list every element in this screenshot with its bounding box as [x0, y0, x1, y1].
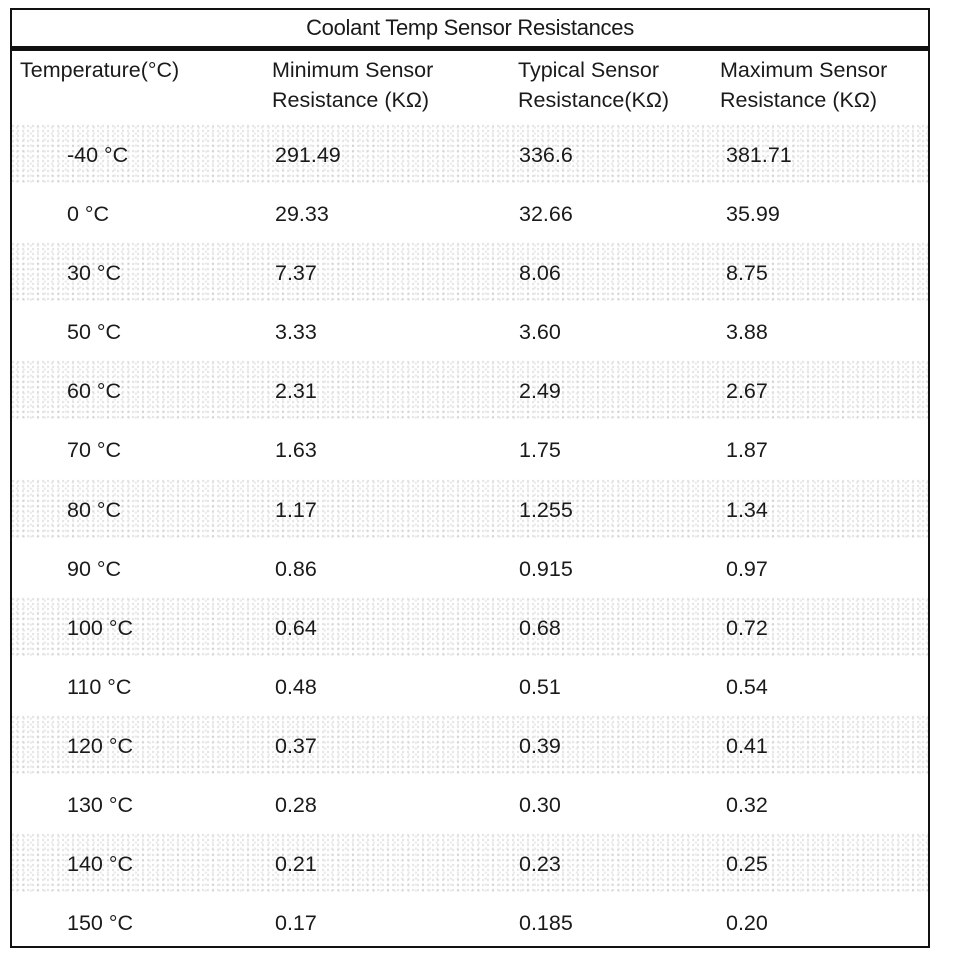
cell-temperature: 110 °C	[67, 674, 132, 699]
cell-minimum: 0.64	[275, 615, 317, 640]
cell-minimum: 0.48	[275, 674, 317, 699]
cell-minimum: 0.17	[275, 911, 317, 936]
cell-typical: 0.51	[519, 674, 561, 699]
table-row	[12, 538, 928, 597]
cell-temperature: 90 °C	[67, 556, 122, 581]
cell-minimum: 1.63	[275, 438, 317, 463]
cell-maximum: 0.41	[726, 733, 768, 758]
table-row	[12, 124, 928, 183]
cell-temperature: 130 °C	[67, 793, 133, 818]
table-row	[12, 597, 928, 656]
table-row	[12, 419, 928, 478]
table-body	[12, 124, 928, 951]
table-row	[12, 479, 928, 538]
table-row	[12, 360, 928, 419]
cell-typical: 1.255	[519, 497, 573, 522]
cell-minimum: 29.33	[275, 202, 329, 227]
cell-minimum: 3.33	[275, 320, 317, 345]
cell-maximum: 3.88	[726, 320, 768, 345]
coolant-temp-table	[10, 8, 930, 948]
cell-typical: 3.60	[519, 320, 561, 345]
table-row	[12, 892, 928, 951]
cell-temperature: 50 °C	[67, 320, 122, 345]
table-row	[12, 715, 928, 774]
header-minimum-resistance: Minimum Sensor Resistance (KΩ)	[272, 58, 434, 112]
cell-minimum: 2.31	[275, 379, 317, 404]
cell-typical: 0.915	[519, 556, 573, 581]
cell-maximum: 35.99	[726, 202, 780, 227]
cell-maximum: 0.54	[726, 674, 768, 699]
header-typical-resistance: Typical Sensor Resistance(KΩ)	[518, 58, 670, 112]
cell-typical: 336.6	[519, 143, 573, 167]
cell-minimum: 0.86	[275, 556, 317, 581]
table-row	[12, 301, 928, 360]
cell-temperature: 60 °C	[67, 379, 122, 404]
cell-typical: 32.66	[519, 202, 573, 227]
cell-minimum: 0.21	[275, 852, 317, 877]
table-row	[12, 183, 928, 242]
cell-maximum: 381.71	[726, 143, 792, 167]
cell-typical: 0.30	[519, 793, 561, 818]
cell-minimum: 0.37	[275, 733, 317, 758]
cell-maximum: 0.97	[726, 556, 768, 581]
cell-temperature: 0 °C	[67, 202, 110, 227]
cell-maximum: 2.67	[726, 379, 768, 404]
cell-temperature: 100 °C	[67, 615, 133, 640]
table-row	[12, 242, 928, 301]
cell-temperature: 120 °C	[67, 733, 133, 758]
header-temperature: Temperature(°C)	[20, 58, 180, 82]
cell-minimum: 1.17	[275, 497, 317, 522]
cell-maximum: 1.34	[726, 497, 768, 522]
cell-typical: 8.06	[519, 261, 561, 286]
table-row	[12, 656, 928, 715]
cell-typical: 0.23	[519, 852, 561, 877]
header-maximum-resistance: Maximum Sensor Resistance (KΩ)	[720, 58, 888, 112]
cell-typical: 1.75	[519, 438, 561, 463]
cell-maximum: 8.75	[726, 261, 768, 286]
cell-maximum: 0.25	[726, 852, 768, 877]
cell-minimum: 7.37	[275, 261, 317, 286]
cell-temperature: 150 °C	[67, 911, 133, 936]
cell-temperature: -40 °C	[67, 143, 129, 167]
cell-maximum: 0.20	[726, 911, 768, 936]
cell-typical: 0.185	[519, 911, 573, 936]
cell-minimum: 291.49	[275, 143, 341, 167]
cell-maximum: 0.72	[726, 615, 768, 640]
table-row	[12, 774, 928, 833]
cell-maximum: 1.87	[726, 438, 768, 463]
cell-maximum: 0.32	[726, 793, 768, 818]
cell-temperature: 80 °C	[67, 497, 122, 522]
cell-temperature: 140 °C	[67, 852, 133, 877]
cell-temperature: 30 °C	[67, 261, 122, 286]
cell-temperature: 70 °C	[67, 438, 122, 463]
cell-typical: 2.49	[519, 379, 561, 404]
table-row	[12, 833, 928, 892]
cell-typical: 0.68	[519, 615, 561, 640]
cell-typical: 0.39	[519, 733, 561, 758]
cell-minimum: 0.28	[275, 793, 317, 818]
table-header-row	[12, 51, 928, 131]
table-title: Coolant Temp Sensor Resistances	[12, 10, 928, 51]
